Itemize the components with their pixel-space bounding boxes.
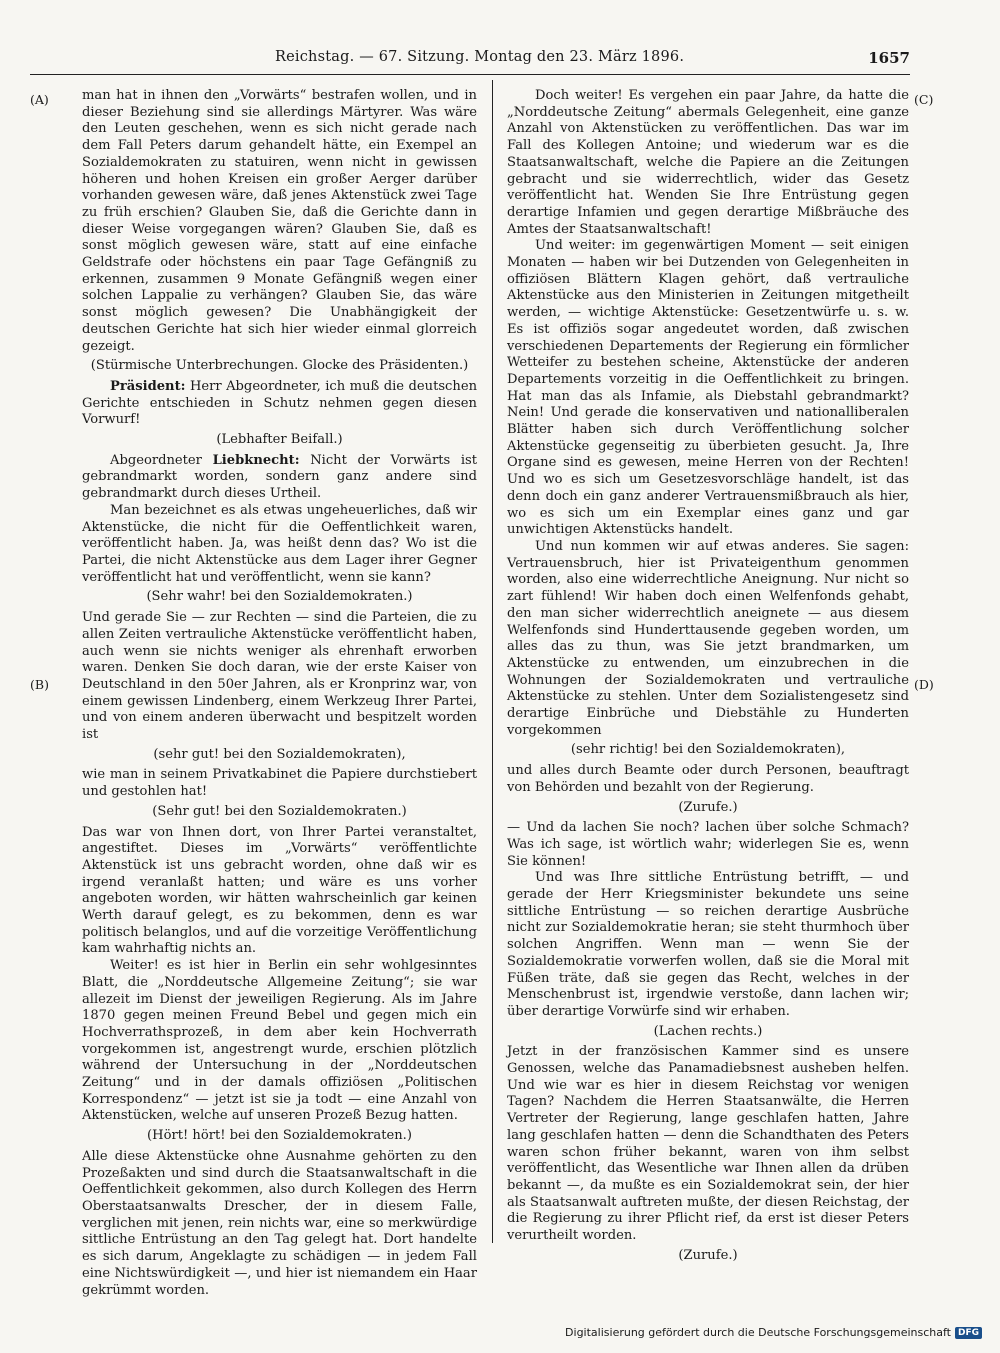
- speech-text: Nicht der Vorwärts ist gebrandmarkt worden, sondern ganz andere sind gebrandmarkt durch dieses Urtheil.: [82, 452, 478, 502]
- speaker-paragraph: [82, 453, 477, 503]
- paragraph: Und gerade Sie — zur Rechten — sind die Parteien, die zu allen Zeiten vertrauliche Aktenstücke veröffentlicht haben, auch wenn sie nichts weniger als ehrenhaft erworben waren. Denken Sie doch daran, wie der erste Kaiser von Deutschland in den 50er Jahren, als er Kronprinz war, von einem gewissen Lindenberg, einem Werkzeug Ihrer Partei, und von einem anderen überwacht und bespitzelt worden ist: [82, 610, 477, 743]
- margin-marker-d: (D): [914, 677, 934, 692]
- speaker-name: Liebknecht:: [212, 452, 300, 468]
- margin-marker-c: (C): [914, 92, 934, 107]
- interjection: (Hört! hört! bei den Sozialdemokraten.): [147, 1128, 412, 1144]
- page-header: [30, 48, 910, 75]
- dfg-logo-icon: DFG: [955, 1327, 982, 1339]
- paragraph: Alle diese Aktenstücke ohne Ausnahme gehörten zu den Prozeßakten und sind durch die Staatsanwaltschaft in die Oeffentlichkeit gekommen, also durch Kollegen des Herrn Oberstaatsanwalts Drescher, der in diesem Falle, verglichen mit jenen, rein nichts war, eine so merkwürdige sittliche Entrüstung an den Tag gelegt hat. Dort handelte es sich darum, Angeklagte zu schädigen — in jedem Fall eine Nichtswürdigkeit —, und hier ist niemandem ein Haar gekrümmt worden.: [82, 1148, 477, 1298]
- column-divider: [492, 80, 493, 1243]
- paragraph: Und nun kommen wir auf etwas anderes. Sie sagen: Vertrauensbruch, hier ist Privateigenthum genommen worden, also eine widerrechtliche Aneignung. Nur nicht so zart fühlend! Wir haben doch einen Welfenfonds gehabt, den man sicher widerrechtlich aneignete — aus diesem Welfenfonds sind Hunderttausende gegeben worden, um alles das zu thun, was Sie jetzt brandmarken, um Aktenstücke zu entwenden, um einzubrechen in die Wohnungen der Sozialdemokraten und vertrauliche Aktenstücke zu stehlen. Unter dem Sozialistengesetz sind derartige Einbrüche und Diebstähle zu Hunderten vorgekommen: [507, 538, 909, 738]
- paragraph: Und weiter: im gegenwärtigen Moment — seit einigen Monaten — haben wir bei Dutzenden von Gelegenheiten in offiziösen Blättern Klagen gehört, daß vertrauliche Aktenstücke aus den Ministerien in Zeitungen mitgetheilt werden, — wichtige Aktenstücke: Gesetzentwürfe u. s. w. Es ist offiziös sogar angedeutet worden, daß zwischen verschiedenen Departements der Regierung ein förmlicher Wetteifer zu bestehen scheine, Aktenstücke der anderen Departements vorzeitig in die Oeffentlichkeit zu bringen. Hat man das als Infamie, als Diebstahl gebrandmarkt? Nein! Und gerade die konservativen und nationalliberalen Blätter haben sich durch Veröffentlichung solcher Aktenstücke gegenseitig zu überbieten gesucht. Ja, Ihre Organe sind es gewesen, meine Herren von der Rechten! Und wo es sich um Gesetzesvorschläge handelt, ist das denn doch ein ganz anderer Vertrauensmißbrauch als hier, wo es sich um ein Exemplar eines ganz und gar unwichtigen Aktenstücks handelt.: [507, 238, 909, 538]
- speaker-name: Präsident:: [110, 378, 186, 394]
- paragraph: wie man in seinem Privatkabinet die Papiere durchstiebert und gestohlen hat!: [82, 767, 477, 800]
- interjection: (Lebhafter Beifall.): [216, 432, 343, 448]
- interjection: (Sehr gut! bei den Sozialdemokraten.): [152, 803, 407, 819]
- paragraph: Doch weiter! Es vergehen ein paar Jahre, da hatte die „Norddeutsche Zeitung“ abermals Gelegenheit, eine ganze Anzahl von Aktenstücken zu veröffentlichen. Das war im Fall des Kollegen Antoine; und wiederum war es die Staatsanwaltschaft, welche die Papiere an die Zeitungen gebracht und sie widerrechtlich, wider das Gesetz veröffentlicht hat. Wenden Sie Ihre Entrüstung gegen derartige Infamien und gegen derartige Mißbräuche des Amtes der Staatsanwaltschaft!: [507, 88, 909, 237]
- interjection: (Lachen rechts.): [653, 1023, 763, 1039]
- paragraph: — Und da lachen Sie noch? lachen über solche Schmach? Was ich sage, ist wörtlich wahr; widerlegen Sie es, wenn Sie können!: [507, 820, 909, 869]
- margin-marker-b: (B): [30, 677, 49, 692]
- paragraph: Man bezeichnet es als etwas ungeheuerliches, daß wir Aktenstücke, die nicht für die Oeffentlichkeit waren, veröffentlicht haben. Ja, was heißt denn das? Wo ist die Partei, die nicht Aktenstücke aus dem Lager ihrer Gegner veröffentlicht hat und veröffentlicht, wenn sie kann?: [82, 502, 477, 585]
- speaker-prefix: Abgeordneter: [110, 452, 213, 468]
- right-column: [507, 88, 909, 1269]
- margin-marker-a: (A): [30, 92, 49, 107]
- paragraph: man hat in ihnen den „Vorwärts“ bestrafen wollen, und in dieser Beziehung sind sie allerdings Märtyrer. Was wäre den Leuten geschehen, wenn es sich nicht gerade nach dem Fall Peters darum gehandelt hätte, ein Exempel an Sozialdemokraten zu statuiren, wenn nicht in gewissen höheren und hohen Kreisen ein großer Aerger darüber vorhanden gewesen wäre, daß jenes Aktenstück zwei Tage zu früh erschien? Glauben Sie, daß die Gerichte dann in dieser Weise vorgegangen wären? Glauben Sie, daß es sonst möglich gewesen wäre, statt auf eine einfache Geldstrafe oder höchstens ein paar Tage Gefängniß zu erkennen, zusammen 9 Monate Gefängniß wegen einer solchen Lappalie zu verhängen? Glauben Sie, das wäre sonst möglich gewesen? Die Unabhängigkeit der deutschen Gerichte hat sich hier wieder einmal glorreich gezeigt.: [82, 88, 477, 354]
- left-column: [82, 88, 477, 1299]
- paragraph: Und was Ihre sittliche Entrüstung betrifft, — und gerade der Herr Kriegsminister bekundete uns seine sittliche Entrüstung — so reichen derartige Ausbrüche nicht zur Sozialdemokratie heran; sie steht thurmhoch über solchen Angriffen. Wenn man — wenn Sie der Sozialdemokratie vorwerfen wollen, daß sie die Moral mit Füßen träte, daß sie gegen das Recht, welches in der Menschenbrust ist, irgendwie verstoße, dann lachen wir; über derartige Vorwürfe sind wir erhaben.: [507, 870, 909, 1019]
- paragraph: Weiter! es ist hier in Berlin ein sehr wohlgesinntes Blatt, die „Norddeutsche Allgemeine Zeitung“; sie war allezeit im Dienst der jeweiligen Regierung. Als im Jahre 1870 gegen meinen Freund Bebel und gegen mich ein Hochverrathsprozeß, in dem aber kein Hochverrath vorgekommen ist, angestrengt wurde, erschien plötzlich während der Untersuchung in der „Norddeutschen Zeitung“ und in der damals offiziösen „Politischen Korrespondenz“ — jetzt ist sie ja todt — eine Anzahl von Aktenstücken, welche auf unseren Prozeß Bezug hatten.: [82, 958, 477, 1124]
- running-title: Reichstag. — 67. Sitzung. Montag den 23. März 1896.: [275, 49, 685, 65]
- paragraph: Jetzt in der französischen Kammer sind es unsere Genossen, welche das Panamadiebsnest ausheben helfen. Und wie war es hier in diesem Reichstag vor wenigen Tagen? Nachdem die Herren Staatsanwälte, die Herren Vertreter der Regierung, lange geschlafen hatten, Jahre lang geschlafen hatten — denn die Schandthaten des Peters waren schon früher bekannt, waren von ihm selbst veröffentlicht, das Wesentliche war Ihnen allen da drüben bekannt —, da mußte es ein Sozialdemokrat sein, der hier als Staatsanwalt auftreten mußte, der diesen Reichstag, der die Regierung zu ihrer Pflicht rief, da erst ist dieser Peters verurtheilt worden.: [507, 1044, 909, 1244]
- speech-text: Herr Abgeordneter, ich muß die deutschen Gerichte entschieden in Schutz nehmen gegen diesen Vorwurf!: [82, 378, 477, 428]
- interjection: (Zurufe.): [678, 1247, 738, 1263]
- interjection: (Zurufe.): [678, 799, 738, 815]
- interjection: (sehr gut! bei den Sozialdemokraten),: [153, 746, 406, 762]
- page-number: 1657: [868, 49, 910, 67]
- interjection: (sehr richtig! bei den Sozialdemokraten),: [570, 742, 846, 758]
- footer-credit: Digitalisierung gefördert durch die Deutsche Forschungsgemeinschaft: [565, 1326, 951, 1339]
- page-footer: [565, 1326, 982, 1339]
- interjection: (Stürmische Unterbrechungen. Glocke des Präsidenten.): [90, 358, 469, 374]
- paragraph: und alles durch Beamte oder durch Personen, beauftragt von Behörden und bezahlt von der Regierung.: [507, 763, 909, 795]
- interjection: (Sehr wahr! bei den Sozialdemokraten.): [146, 589, 413, 605]
- speaker-paragraph: [82, 379, 477, 429]
- paragraph: Das war von Ihnen dort, von Ihrer Partei veranstaltet, angestiftet. Dieses im „Vorwärts“ veröffentlichte Aktenstück ist uns gebracht worden, ohne daß wir es irgend veranlaßt hatten; und wäre es uns vorher angeboten worden, wir hätten wahrscheinlich gar keinen Werth darauf gelegt, es zu bekommen, denn es war politisch belanglos, und auf die vorzeitige Veröffentlichung kam wahrhaftig nichts an.: [82, 824, 477, 957]
